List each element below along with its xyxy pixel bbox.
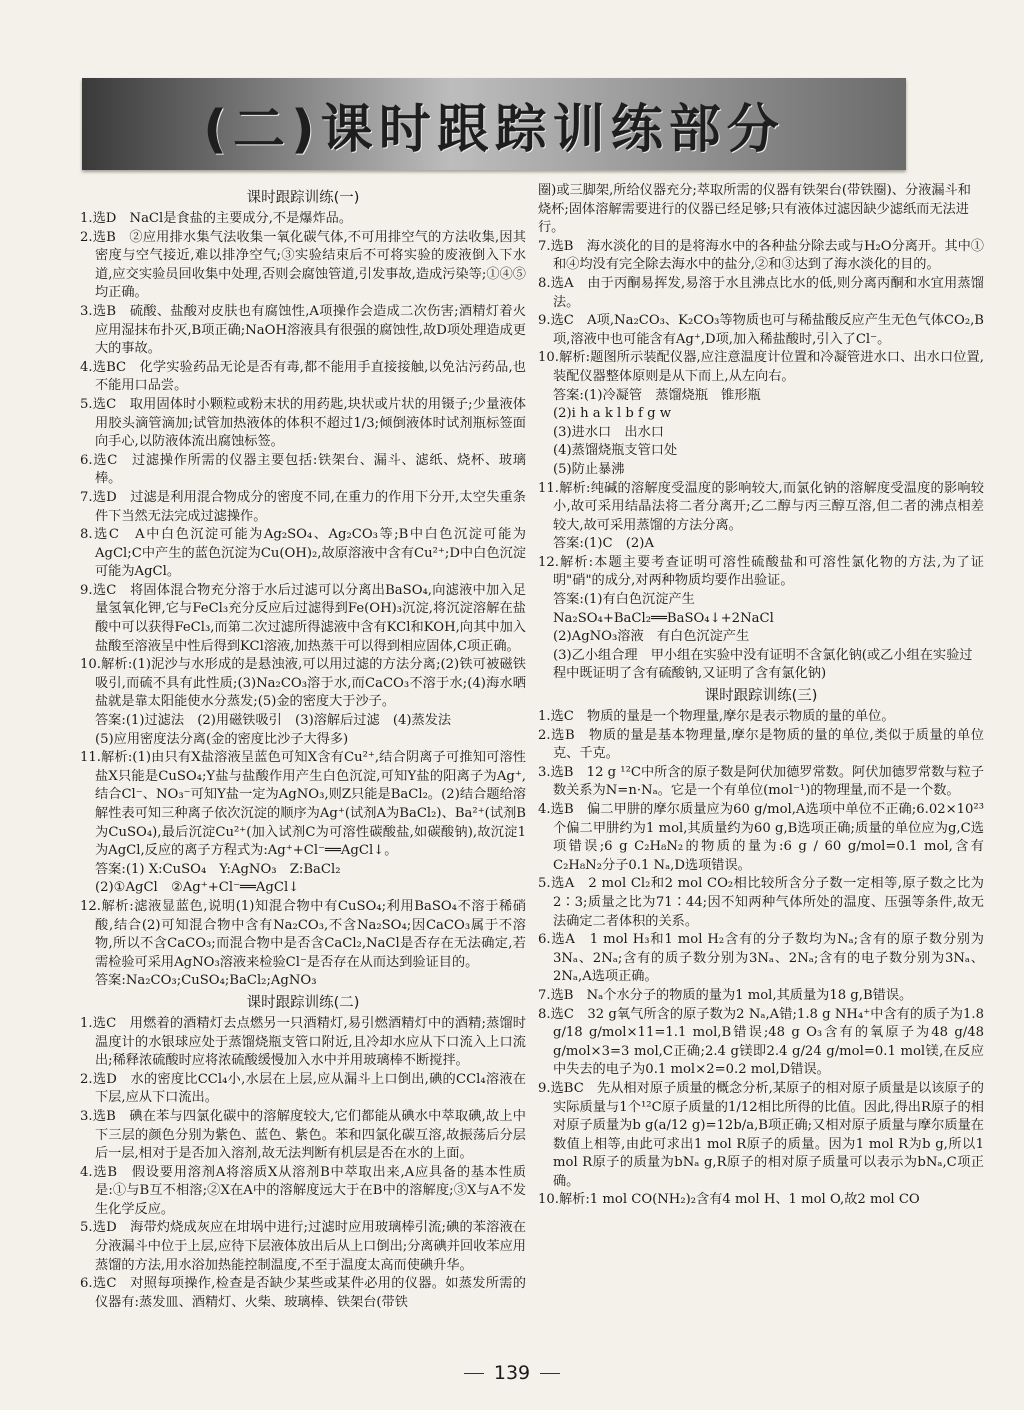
answer-item: 6.选C 对照每项操作,检查是否缺少某些或某件必用的仪器。如蒸发所需的仪器有:蒸发皿、酒精灯、火柴、玻璃棒、铁架台(带铁 <box>80 1276 526 1310</box>
answer-item: 5.选D 海带灼烧成灰应在坩埚中进行;过滤时应用玻璃棒引流;碘的苯溶液在分液漏斗中位于上层,应待下层液体放出后从上口倒出;分离碘并回收苯应用蒸馏的方法,用水浴加热能控制温度,不至于温度太高而使碘升华。 <box>80 1220 526 1273</box>
section-title: 课时跟踪训练(二) <box>246 994 360 1011</box>
answer-line: 答案:(1) X:CuSO₄ Y:AgNO₃ Z:BaCl₂ <box>95 861 341 877</box>
footer-dash <box>540 1373 560 1374</box>
answer-item: 2.选B 物质的量是基本物理量,摩尔是物质的量的单位,类似于质量的单位克、千克。 <box>538 727 984 762</box>
answer-item: 7.选B Nₐ个水分子的物质的量为1 mol,其质量为18 g,B错误。 <box>538 987 913 1003</box>
answer-line: (5)应用密度法分离(金的密度比沙子大得多) <box>95 731 349 747</box>
answer-item: 12.解析:本题主要考查证明可溶性硫酸盐和可溶性氯化物的方法,为了证明"硝"的成分,对两种物质均要作出验证。 <box>538 554 984 589</box>
answer-line: 答案:(1)过滤法 (2)用磁铁吸引 (3)溶解后过滤 (4)蒸发法 <box>95 713 452 729</box>
answer-item: 11.解析:(1)由只有X盐溶液呈蓝色可知X含有Cu²⁺,结合阴离子可推知可溶性盐X只能是CuSO₄;Y盐与盐酸作用产生白色沉淀,可知Y盐的阳离子为Ag⁺,结合Cl⁻、NO₃⁻可知Y盐一定为AgNO₃,则Z只能是BaCl₂。(2)结合题给溶解性表可知三种离子依次沉淀的顺序为Ag⁺(试剂A为BaCl₂)、Ba²⁺(试剂B为CuSO₄),最后沉淀Cu²⁺(加入试剂C为可溶性碳酸盐,如碳酸钠),故沉淀1为AgCl,反应的离子方程式为:Ag⁺+Cl⁻══AgCl↓。 <box>80 750 526 859</box>
answer-item: 2.选B ②应用排水集气法收集一氧化碳气体,不可用排空气的方法收集,因其密度与空气接近,难以排净空气;③实验结束后不可将实验的废液倒入下水道,应交实验员回收集中处理,否则会腐蚀管道,引发事故,造成污染等;①④⑤均正确。 <box>80 229 526 301</box>
left-column <box>80 186 526 1312</box>
answer-item: 10.解析:题图所示装配仪器,应注意温度计位置和冷凝管进水口、出水口位置,装配仪器整体原则是从下而上,从左向右。 <box>538 350 984 384</box>
answer-line: 答案:(1)有白色沉淀产生 <box>553 592 695 608</box>
answer-item: 10.解析:1 mol CO(NH₂)₂含有4 mol H、1 mol O,故2 mol CO <box>538 1192 920 1208</box>
answer-line: 答案:Na₂CO₃;CuSO₄;BaCl₂;AgNO₃ <box>95 973 317 989</box>
section-title: 课时跟踪训练(三) <box>704 688 818 705</box>
answer-item: 2.选D 水的密度比CCl₄小,水层在上层,应从漏斗上口倒出,碘的CCl₄溶液在下层,应从下口流出。 <box>80 1071 526 1106</box>
answer-line: Na₂SO₄+BaCl₂══BaSO₄↓+2NaCl <box>553 610 774 626</box>
answer-item: 圈)或三脚架,所给仪器充分;萃取所需的仪器有铁架台(带铁圈)、分液漏斗和烧杯;固体溶解需要进行的仪器已经足够;只有液体过滤因缺少滤纸而无法进行。 <box>538 183 971 236</box>
answer-item: 4.选B 偏二甲肼的摩尔质量应为60 g/mol,A选项中单位不正确;6.02×10²³个偏二甲肼约为1 mol,其质量约为60 g,B选项正确;质量的单位应为g,C选项错误;6 g C₂H₈N₂的物质的量为:6 g / 60 g/mol=0.1 mol,含有C₂H₈N₂分子0.1 Nₐ,D选项错误。 <box>538 802 984 873</box>
answer-item: 9.选C 将固体混合物充分溶于水后过滤可以分离出BaSO₄,向滤液中加入足量氢氧化钾,它与FeCl₃充分反应后过滤得到Fe(OH)₃沉淀,将沉淀溶解在盐酸中可以获得FeCl₃,而第二次过滤所得滤液中含有KCl和KOH,向其中加入盐酸至溶液呈中性后得到KCl溶液,加热蒸干可以得到相应固体,C项正确。 <box>80 582 526 654</box>
answer-item: 1.选C 物质的量是一个物理量,摩尔是表示物质的量的单位。 <box>538 709 895 725</box>
answer-item: 6.选A 1 mol H₃和1 mol H₂含有的分子数均为Nₐ;含有的原子数分别为3Nₐ、2Nₐ;含有的质子数分别为3Nₐ、2Nₐ;含有的电子数分别为3Nₐ、2Nₐ,A选项正确。 <box>538 932 984 985</box>
answer-line: (4)蒸馏烧瓶支管口处 <box>553 443 678 459</box>
banner-title: (二)课时跟踪训练部分 <box>203 99 785 160</box>
answer-line: (3)进水口 出水口 <box>553 424 664 440</box>
section-banner <box>82 78 906 170</box>
answer-item: 1.选C 用燃着的酒精灯去点燃另一只酒精灯,易引燃酒精灯中的酒精;蒸馏时温度计的水银球应处于蒸馏烧瓶支管口附近,且冷却水应从下口流入上口流出;稀释浓硫酸时应将浓硫酸缓慢加入水中并用玻璃棒不断搅拌。 <box>80 1015 526 1069</box>
answer-item: 10.解析:(1)泥沙与水形成的是悬浊液,可以用过滤的方法分离;(2)铁可被磁铁吸引,而硫不具有此性质;(3)Na₂CO₃溶于水,而CaCO₃不溶于水;(4)海水晒盐就是靠太阳能使水分蒸发;(5)金的密度大于沙子。 <box>80 657 526 710</box>
answer-line: (2)AgNO₃溶液 有白色沉淀产生 <box>553 629 750 645</box>
answer-item: 5.选C 取用固体时小颗粒或粉末状的用药匙,块状或片状的用镊子;少量液体用胶头滴管滴加;试管加热液体的体积不超过1/3;倾倒液体时试剂瓶标签面向手心,以防液体流出腐蚀标签。 <box>80 396 526 450</box>
answer-line: (5)防止暴沸 <box>553 461 625 477</box>
answer-item: 8.选C A中白色沉淀可能为Ag₂SO₄、Ag₂CO₃等;B中白色沉淀可能为AgCl;C中产生的蓝色沉淀为Cu(OH)₂,故原溶液中含有Cu²⁺;D中白色沉淀可能为AgCl。 <box>80 527 526 580</box>
answer-item: 3.选B 12 g ¹²C中所含的原子数是阿伏加德罗常数。阿伏加德罗常数与粒子数关系为N=n·Nₐ。它是一个有单位(mol⁻¹)的物理量,而不是一个数。 <box>538 764 984 799</box>
answer-item: 8.选A 由于丙酮易挥发,易溶于水且沸点比水的低,则分离丙酮和水宜用蒸馏法。 <box>538 275 984 310</box>
section-title: 课时跟踪训练(一) <box>246 190 360 206</box>
right-column <box>538 182 984 1210</box>
answer-line: 答案:(1)C (2)A <box>553 536 654 552</box>
answer-item: 6.选C 过滤操作所需的仪器主要包括:铁架台、漏斗、滤纸、烧杯、玻璃棒。 <box>80 452 526 487</box>
footer-dash <box>464 1373 484 1374</box>
answer-line: 答案:(1)冷凝管 蒸馏烧瓶 锥形瓶 <box>553 387 761 403</box>
answer-line: (3)乙小组合理 甲小组在实验中没有证明不含氯化钠(或乙小组在实验过程中既证明了含有硫酸钠,又证明了含有氯化钠) <box>553 647 973 682</box>
answer-item: 9.选BC 先从相对原子质量的概念分析,某原子的相对原子质量是以该原子的实际质量与1个¹²C原子质量的1/12相比所得的比值。因此,得出R原子的相对原子质量为b g(a/12 g)=12b/a,B项正确;又相对原子质量与摩尔质量在数值上相等,由此可求出1 mol R原子的质量。因为1 mol R为b g,所以1 mol R原子的质量为bNₐ g,R原子的相对原子质量可以表示为bNₐ,C项正确。 <box>538 1080 984 1189</box>
answer-item: 3.选B 碘在苯与四氯化碳中的溶解度较大,它们都能从碘水中萃取碘,故上中下三层的颜色分别为紫色、蓝色、紫色。苯和四氯化碳互溶,故振荡后分层后一层,相对于是否加入溶剂,故无法判断有机层是否在水的上面。 <box>80 1108 526 1162</box>
answer-item: 8.选C 32 g氧气所含的原子数为2 Nₐ,A错;1.8 g NH₄⁺中含有的质子为1.8 g/18 g/mol×11=1.1 mol,B错误;48 g O₃含有的氧原子为48 g/48 g/mol×3=3 mol,C正确;2.4 g镁即2.4 g/24 g/mol=0.1 mol镁,在反应中失去的电子为0.1 mol×2=0.2 mol,D错误。 <box>538 1006 984 1078</box>
answer-item: 7.选D 过滤是利用混合物成分的密度不同,在重力的作用下分开,太空失重条件下当然无法完成过滤操作。 <box>80 489 526 524</box>
answer-line: (2)①AgCl ②Ag⁺+Cl⁻══AgCl↓ <box>95 880 300 896</box>
answer-line: (2)i h a k l b f g w <box>553 406 672 422</box>
answer-item: 5.选A 2 mol Cl₂和2 mol CO₂相比较所含分子数一定相等,原子数之比为2∶3;质量之比为71∶44;因不知两种气体所处的温度、压强等条件,故无法确定二者体积的关系。 <box>538 876 984 929</box>
answer-item: 9.选C A项,Na₂CO₃、K₂CO₃等物质也可与稀盐酸反应产生无色气体CO₂,B项,溶液中也可能含有Ag⁺,D项,加入稀盐酸时,引入了Cl⁻。 <box>538 313 984 347</box>
answer-item: 1.选D NaCl是食盐的主要成分,不是爆炸品。 <box>80 211 353 226</box>
answer-item: 3.选B 硫酸、盐酸对皮肤也有腐蚀性,A项操作会造成二次伤害;酒精灯着火应用湿抹布扑灭,B项正确;NaOH溶液具有很强的腐蚀性,故D项处理造成更大的事故。 <box>80 303 526 357</box>
answer-item: 4.选B 假设要用溶剂A将溶质X从溶剂B中萃取出来,A应具备的基本性质是:①与B互不相溶;②X在A中的溶解度远大于在B中的溶解度;③X与A不发生化学反应。 <box>80 1164 526 1217</box>
page-footer <box>0 1362 1024 1384</box>
answer-item: 4.选BC 化学实验药品无论是否有毒,都不能用手直接接触,以免沾污药品,也不能用口品尝。 <box>80 359 526 394</box>
answer-item: 7.选B 海水淡化的目的是将海水中的各种盐分除去或与H₂O分离开。其中①和④均没有完全除去海水中的盐分,②和③达到了海水淡化的目的。 <box>538 238 984 273</box>
page-number: 139 <box>493 1362 531 1384</box>
answer-item: 11.解析:纯碱的溶解度受温度的影响较大,而氯化钠的溶解度受温度的影响较小,故可采用结晶法将二者分离开;乙二醇与丙三醇互溶,但二者的沸点相差较大,故可采用蒸馏的方法分离。 <box>538 480 984 533</box>
answer-item: 12.解析:滤液显蓝色,说明(1)知混合物中有CuSO₄;利用BaSO₄不溶于稀硝酸,结合(2)可知混合物中含有Na₂CO₃,不含Na₂SO₄;因CaCO₃属于不溶物,所以不含CaCO₃;而混合物中是否含CaCl₂,NaCl是否存在无法确定,若需检验可采用AgNO₃溶液来检验Cl⁻是否存在从而达到验证目的。 <box>80 898 526 970</box>
